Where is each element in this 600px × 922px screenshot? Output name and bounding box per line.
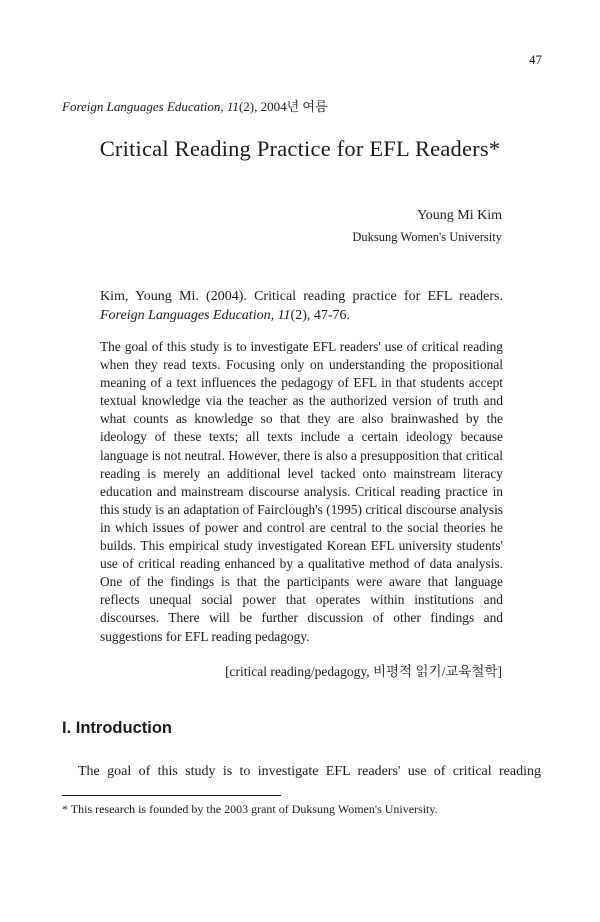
running-header-issue: (2), 2004년 여름 (238, 99, 328, 114)
citation-journal: Foreign Languages Education, 11 (100, 308, 291, 323)
author-affiliation: Duksung Women's University (352, 230, 502, 244)
running-header-journal: Foreign Languages Education, 11 (62, 99, 239, 114)
citation-authors-title: Kim, Young Mi. (2004). Critical reading practice for EFL readers. (100, 289, 503, 304)
paper-title: Critical Reading Practice for EFL Readers* (99, 136, 501, 161)
section-heading-introduction: I. Introduction (62, 719, 172, 737)
running-header (62, 96, 328, 115)
body-paragraph: The goal of this study is to investigate EFL readers' use of critical reading (78, 764, 541, 779)
citation (100, 287, 503, 325)
author-name: Young Mi Kim (417, 208, 502, 223)
footnote: * This research is founded by the 2003 grant of Duksung Women's University. (62, 802, 438, 816)
page-number: 47 (529, 52, 542, 67)
author-block (352, 208, 502, 245)
citation-pages: (2), 47-76. (290, 308, 351, 323)
footnote-rule (62, 795, 281, 796)
abstract: The goal of this study is to investigate EFL readers' use of critical reading when they read texts. Focusing only on understanding the propositional meaning of a text influences the pedagogy of EFL in that students accept textual knowledge via the teacher as the authorized version of truth and what counts as knowledge so that they are also brainwashed by the ideology of these texts; all texts include a certain ideology because language is not neutral. However, there is also a presupposition that critical reading is merely an additional level tacked onto mainstream literacy education and mainstream discourse analysis. Critical reading practice in this study is an adaptation of Fairclough's (1995) critical discourse analysis in which issues of power and control are central to the social theories he builds. This empirical study investigated Korean EFL university students' use of critical reading enhanced by a qualitative method of data analysis. One of the findings is that the participants were aware that language reflects unequal social power that operates within institutions and discourses. There will be further discussion of other findings and suggestions for EFL reading pedagogy. (100, 339, 503, 644)
keywords: [critical reading/pedagogy, 비평적 읽기/교육철학] (225, 664, 502, 679)
